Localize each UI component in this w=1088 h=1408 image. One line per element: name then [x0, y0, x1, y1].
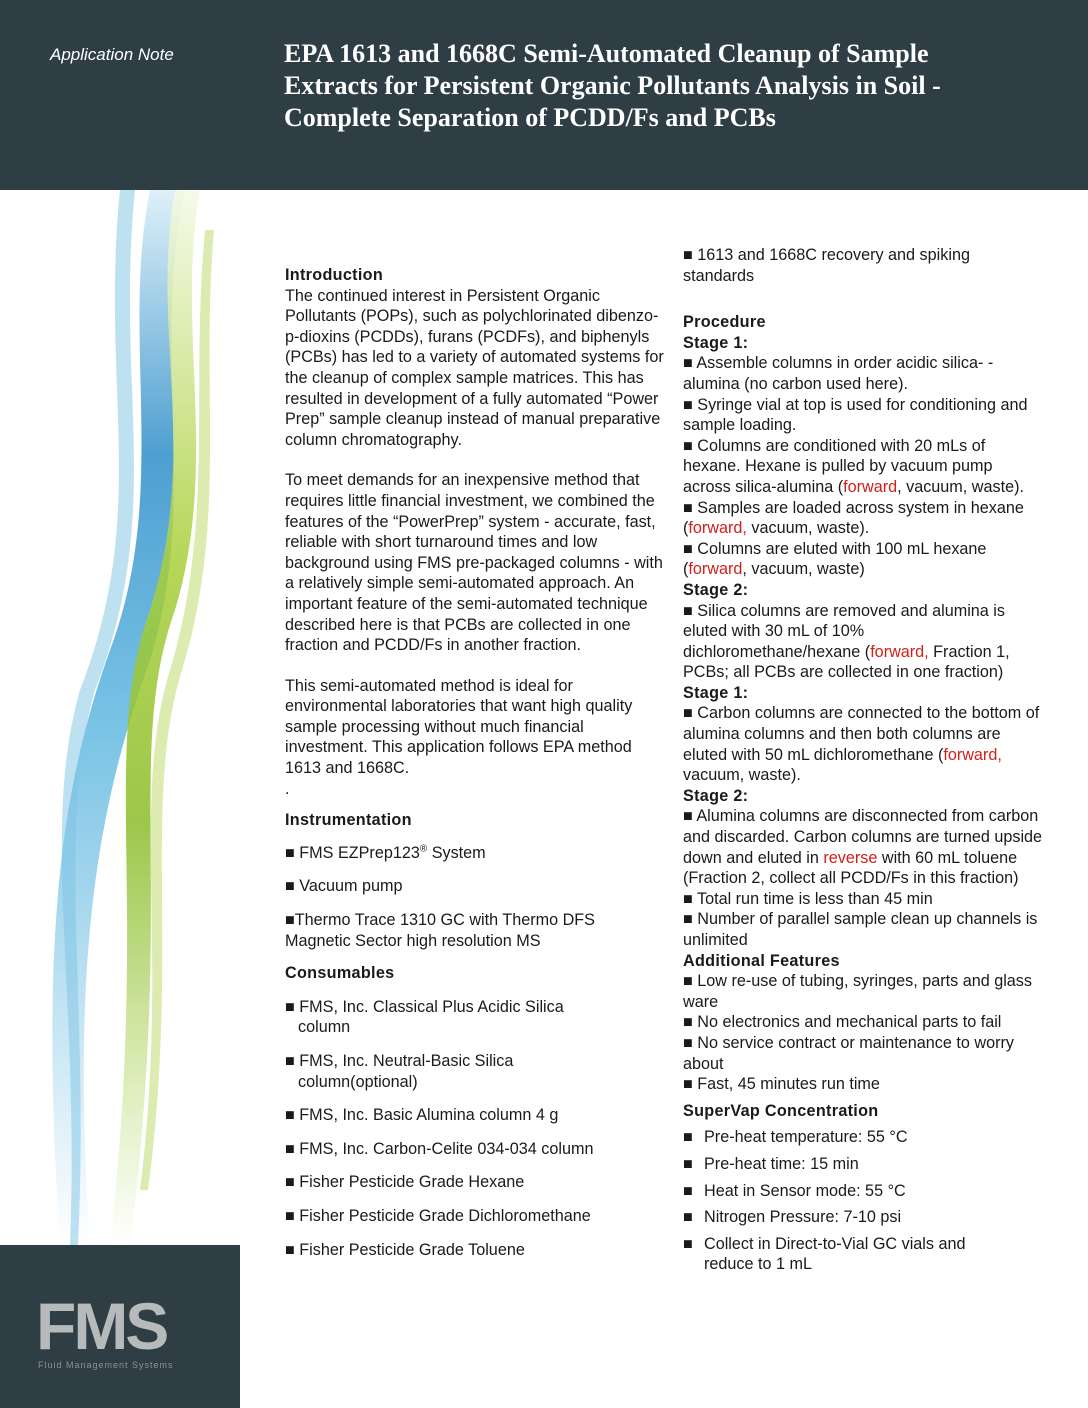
consumable-item: ■ FMS, Inc. Basic Alumina column 4 g	[285, 1106, 559, 1125]
consumable-item: column	[298, 1018, 351, 1037]
supervap-item: ■ Collect in Direct-to-Vial GC vials and reduce to 1 mL	[683, 1234, 966, 1274]
header-band	[0, 0, 1088, 190]
introduction-heading: Introduction	[285, 266, 384, 284]
consumable-item: column(optional)	[298, 1072, 418, 1091]
intro-paragraph: This semi-automated method is ideal for environmental laboratories that want high quality sample processing without much financial investment. This application follows EPA method 1613 and 1668C.	[285, 676, 633, 778]
consumable-item: ■ Fisher Pesticide Grade Toluene	[285, 1240, 525, 1259]
standards-item: ■ 1613 and 1668C recovery and spiking standards	[683, 246, 970, 285]
supervap-item: ■ Pre-heat temperature: 55 °C	[683, 1128, 908, 1147]
procedure-step: ■ Columns are conditioned with 20 mLs of hexane. Hexane is pulled by vacuum pump across silica-alumina (forward, vacuum, waste).	[683, 436, 1024, 496]
procedure-heading: Procedure	[683, 313, 766, 332]
procedure-step: ■ Alumina columns are disconnected from carbon and discarded. Carbon columns are turned upside down and eluted in reverse with 60 mL toluene (Fraction 2, collect all PCDD/Fs in this fraction)	[683, 807, 1043, 888]
feature-item: ■ No service contract or maintenance to worry about	[683, 1033, 1014, 1073]
procedure-step: ■ Columns are eluted with 100 mL hexane (forward, vacuum, waste)	[683, 539, 987, 579]
procedure-step: ■ Total run time is less than 45 min	[683, 889, 933, 908]
stage-label: Stage 1:	[683, 683, 749, 702]
title-line: Extracts for Persistent Organic Pollutants Analysis in Soil -	[284, 71, 941, 100]
instrumentation-heading: Instrumentation	[285, 811, 412, 830]
right-column	[683, 245, 1043, 1275]
consumable-item: ■ FMS, Inc. Classical Plus Acidic Silica	[285, 997, 564, 1016]
page-title	[284, 38, 1064, 134]
instrument-item: ■Thermo Trace 1310 GC with Thermo DFS Magnetic Sector high resolution MS	[285, 911, 595, 950]
supervap-item: ■ Heat in Sensor mode: 55 °C	[683, 1181, 906, 1200]
procedure-step: ■ Silica columns are removed and alumina is eluted with 30 mL of 10% dichloromethane/hexane (forward, Fraction 1, PCBs; all PCBs are collected in one fraction)	[683, 601, 1010, 682]
title-line: EPA 1613 and 1668C Semi-Automated Cleanup of Sample	[284, 39, 929, 68]
intro-paragraph: The continued interest in Persistent Organic Pollutants (POPs), such as polychlorinated dibenzo-p-dioxins (PCDDs), furans (PCDFs), and biphenyls (PCBs) has led to a variety of automated systems for the cleanup of complex sample matrices. This has resulted in development of a fully automated “Power Prep” sample cleanup instead of manual preparative column chromatography.	[285, 286, 664, 449]
consumable-item: ■ Fisher Pesticide Grade Dichloromethane	[285, 1206, 591, 1225]
document-type-label: Application Note	[50, 45, 174, 64]
feature-item: ■ Fast, 45 minutes run time	[683, 1075, 880, 1094]
stage-label: Stage 2:	[683, 580, 749, 599]
consumable-item: ■ FMS, Inc. Carbon-Celite 034-034 column	[285, 1139, 594, 1158]
procedure-step: ■ Carbon columns are connected to the bottom of alumina columns and then both columns are eluted with 50 mL dichloromethane (forward, vacuum, waste).	[683, 704, 1040, 785]
intro-paragraph: .	[285, 779, 290, 798]
instrument-item: ■ Vacuum pump	[285, 877, 403, 896]
feature-item: ■ No electronics and mechanical parts to fail	[683, 1013, 1002, 1032]
intro-paragraph: To meet demands for an inexpensive method that requires little financial investment, we combined the features of the “PowerPrep” system - accurate, fast, reliable with short turnaround times and low background using FMS pre-packaged columns - with a relatively simple semi-automated approach. An important feature of the semi-automated technique described here is that PCBs are collected in one fraction and PCDD/Fs in another fraction.	[285, 471, 663, 655]
stage-label: Stage 1:	[683, 333, 749, 352]
instrument-item: ■ FMS EZPrep123® System	[285, 843, 486, 862]
additional-features-heading: Additional Features	[683, 951, 840, 970]
procedure-step: ■ Samples are loaded across system in hexane (forward, vacuum, waste).	[683, 498, 1024, 538]
supervap-item: ■ Pre-heat time: 15 min	[683, 1154, 859, 1173]
supervap-item: ■ Nitrogen Pressure: 7-10 psi	[683, 1208, 902, 1227]
company-logo	[0, 1245, 240, 1408]
stage-label: Stage 2:	[683, 786, 749, 805]
logo-wordmark: FMS	[36, 1289, 167, 1363]
title-line: Complete Separation of PCDD/Fs and PCBs	[284, 103, 776, 132]
supervap-heading: SuperVap Concentration	[683, 1101, 879, 1120]
consumable-item: ■ Fisher Pesticide Grade Hexane	[285, 1173, 525, 1192]
decorative-ribbon-image	[0, 190, 240, 1245]
feature-item: ■ Low re-use of tubing, syringes, parts and glass ware	[683, 972, 1032, 1011]
consumable-item: ■ FMS, Inc. Neutral-Basic Silica	[285, 1052, 514, 1070]
procedure-step: ■ Assemble columns in order acidic silica- - alumina (no carbon used here).	[683, 354, 994, 393]
left-column	[285, 265, 665, 1260]
ribbon-graphic	[0, 190, 240, 1245]
procedure-step: ■ Number of parallel sample clean up channels is unlimited	[683, 910, 1038, 949]
logo-subtitle: Fluid Management Systems	[38, 1360, 174, 1370]
procedure-step: ■ Syringe vial at top is used for conditioning and sample loading.	[683, 395, 1028, 435]
consumables-heading: Consumables	[285, 964, 395, 983]
